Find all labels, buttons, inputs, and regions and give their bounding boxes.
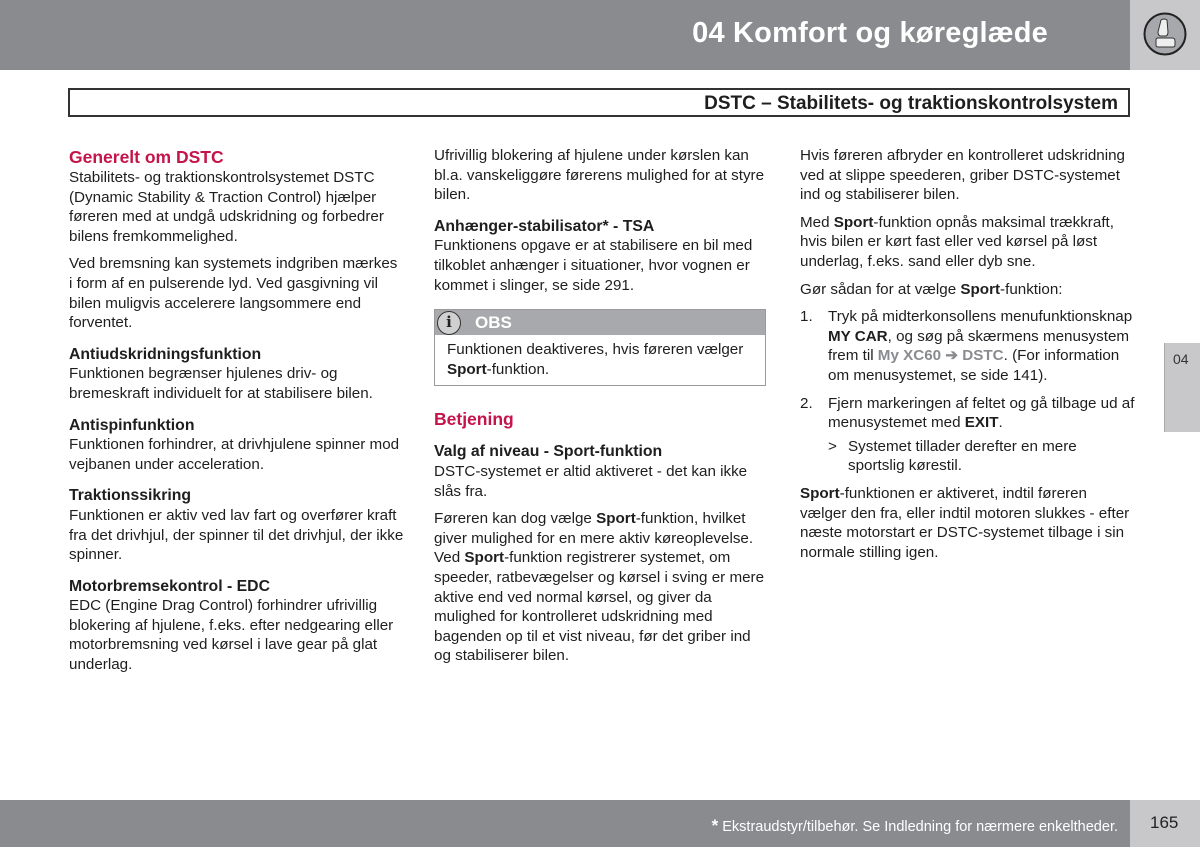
paragraph <box>434 509 769 666</box>
footnote <box>712 816 1118 836</box>
bold-text: Sport <box>596 510 636 528</box>
paragraph <box>800 280 1135 300</box>
bold-text: Sport <box>960 280 1001 298</box>
chapter-icon-box <box>1130 0 1200 70</box>
step-list <box>800 307 1135 476</box>
obs-header <box>435 310 765 335</box>
paragraph: Ufrivillig blokering af hjulene under kørslen kan bl.a. vanskeliggøre førerens mulighed for at styre bilen. <box>434 147 765 204</box>
text: -funktion. <box>486 360 550 378</box>
paragraph <box>800 484 1135 562</box>
page-number-box <box>1130 800 1200 847</box>
subsection-title: Motorbremsekontrol - EDC <box>69 577 270 595</box>
subsection-title: Traktionssikring <box>69 487 192 505</box>
text: , og søg på skærmens menusystem frem til <box>828 327 1130 365</box>
text: Gør sådan for at vælge <box>800 280 961 298</box>
subsection-title: Antiudskridningsfunktion <box>69 345 262 363</box>
page-number: 165 <box>1150 813 1179 832</box>
paragraph <box>800 213 1135 272</box>
obs-label: OBS <box>475 313 512 333</box>
chapter-header <box>0 0 1130 70</box>
text: -funktion registrerer systemet, om speeder, ratbevægelser og kørsel i sving er mere aktive end ved normal kørsel, og giver da mulighed for kontrolleret udskridning med bagenden op til et vist niveau, før det griber ind og stabiliserer bilen. <box>434 549 765 665</box>
text: -funktion opnås maksimal trækkraft, hvis bilen er kørt fast eller ved kørsel på løst underlag, f.eks. sand eller dyb sne. <box>800 213 1114 270</box>
bold-text: Sport <box>800 484 840 502</box>
info-icon: i <box>437 311 461 335</box>
column-2 <box>434 146 769 674</box>
obs-note-box <box>434 309 766 386</box>
subsection-tsa <box>434 217 769 295</box>
paragraph: Stabilitets- og traktionskontrolsystemet DSTC (Dynamic Stability & Traction Control) hjælper føreren med at undgå udskridning og forbedrer bilens fremkommelighed. <box>69 169 384 245</box>
section-title: DSTC – Stabilitets- og traktionskontrolsystem <box>704 93 1118 114</box>
text: . (For information om menusystemet, se side 141). <box>828 347 1120 384</box>
button-name: MY CAR <box>828 327 888 345</box>
subsection <box>69 486 404 564</box>
heading-generelt: Generelt om DSTC <box>69 147 224 167</box>
subsection-text: Funktionen forhindrer, at drivhjulene spinner mod vejbanen under acceleration. <box>69 436 400 473</box>
footer <box>0 800 1130 847</box>
subsection-title: Valg af niveau - Sport-funktion <box>434 443 663 461</box>
subsection-text: EDC (Engine Drag Control) forhindrer ufrivillig blokering af hjulene, f.eks. efter nedgearing eller motorbremsning ved kørsel i lave gear på glat underlag. <box>69 597 394 674</box>
result-text: Systemet tillader derefter en mere sportslig kørestil. <box>848 437 1077 475</box>
seat-icon <box>1143 12 1187 56</box>
subsection-text: Funktionen begrænser hjulenes driv- og bremeskraft individuelt for at stabilisere bilen. <box>69 365 373 402</box>
result-marker: > <box>828 437 837 455</box>
step-item <box>800 307 1135 385</box>
text: Med <box>800 213 834 231</box>
step-result <box>828 437 1135 476</box>
text: Fjern markeringen af feltet og gå tilbage ud af menusystemet med <box>828 394 1135 432</box>
subsection <box>69 416 404 475</box>
chapter-number: 04 <box>1173 351 1189 367</box>
subsection <box>69 577 404 675</box>
text: -funktion: <box>1000 280 1063 298</box>
section-title-box <box>68 88 1130 117</box>
step-item <box>800 394 1135 476</box>
chapter-side-tab <box>1164 343 1200 432</box>
text: Tryk på midterkonsollens menufunktionsknap <box>828 308 1133 326</box>
step-number: 1. <box>800 308 813 326</box>
text: -funktionen er aktiveret, indtil føreren vælger den fra, eller indtil motoren slukkes - efter næste motorstart er DSTC-systemet tilbage i sin normale stilling igen. <box>800 484 1130 561</box>
paragraph: Ved bremsning kan systemets indgriben mærkes i form af en pulserende lyd. Ved gasgivning vil bilen muligvis accelerere langsommere end forventet. <box>69 255 398 332</box>
button-name: EXIT <box>964 414 999 432</box>
subsection-text: Funktionen er aktiv ved lav fart og overfører kraft fra det drivhjul, der spinner til det drivhjul, der ikke spinner. <box>69 506 404 564</box>
chapter-title: 04 Komfort og køreglæde <box>692 17 1048 49</box>
subsection-text: DSTC-systemet er altid aktiveret - det kan ikke slås fra. <box>434 462 748 500</box>
column-3 <box>800 146 1135 570</box>
text: Funktionen deaktiveres, hvis føreren vælger <box>447 341 744 359</box>
subsection <box>69 345 404 404</box>
footnote-text: Ekstraudstyr/tilbehør. Se Indledning for nærmere enkeltheder. <box>718 819 1118 835</box>
bold-text: Sport <box>833 213 874 231</box>
heading-betjening: Betjening <box>434 409 514 430</box>
step-number: 2. <box>800 394 813 412</box>
text: Føreren kan dog vælge <box>434 510 597 528</box>
bold-text: Sport <box>447 360 487 378</box>
paragraph: Hvis føreren afbryder en kontrolleret udskridning ved at slippe speederen, griber DSTC-systemet ind og stabiliserer bilen. <box>800 147 1125 204</box>
menu-path: My XC60 ➔ DSTC <box>877 347 1004 365</box>
bold-text: Sport <box>464 549 505 567</box>
column-1 <box>69 146 404 683</box>
obs-text <box>435 335 765 385</box>
asterisk: * <box>711 816 719 835</box>
subsection-text: Funktionens opgave er at stabilisere en bil med tilkoblet anhænger i situationer, hvor vognen er kommet i slinger, se side 291. <box>434 237 753 294</box>
text: . <box>998 414 1003 432</box>
text: -funktion, hvilket giver mulighed for en mere aktiv køreoplevelse. Ved <box>434 510 754 567</box>
subsection-title: Antispinfunktion <box>69 416 195 434</box>
subsection-title: Anhænger-stabilisator* - TSA <box>434 217 655 235</box>
